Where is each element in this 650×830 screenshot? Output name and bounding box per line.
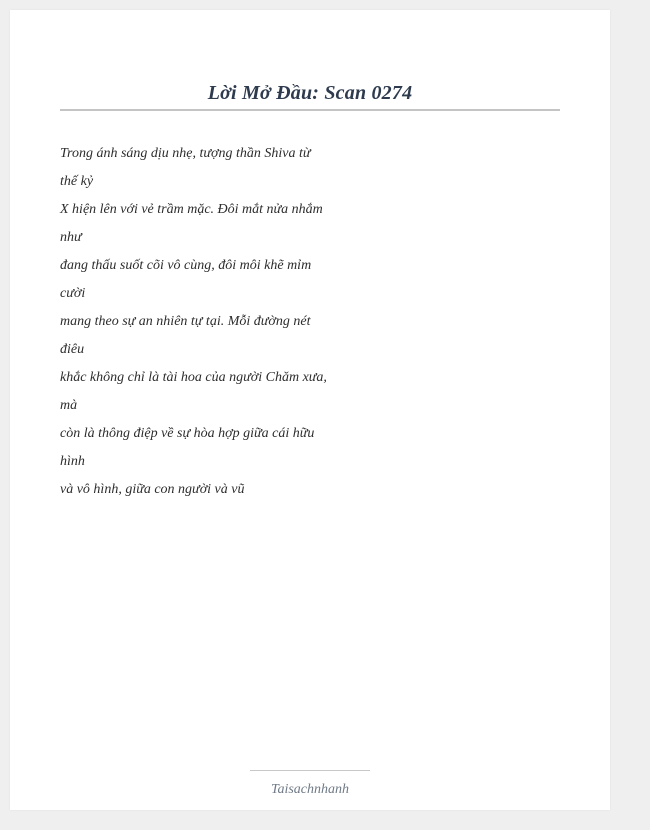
- footer-divider: [250, 770, 370, 771]
- page-title: Lời Mở Đầu: Scan 0274: [207, 82, 413, 104]
- body-line: điêu: [60, 342, 85, 357]
- body-line: mang theo sự an nhiên tự tại. Mỗi đường nét: [60, 314, 311, 329]
- body-line: và vô hình, giữa con người và vũ: [60, 482, 245, 497]
- body-line: đang thấu suốt cõi vô cùng, đôi môi khẽ mỉm: [60, 258, 312, 273]
- body-line: còn là thông điệp về sự hòa hợp giữa cái hữu: [60, 426, 315, 441]
- body-line: cười: [60, 286, 86, 301]
- body-line: khắc không chỉ là tài hoa của người Chăm xưa,: [60, 370, 327, 385]
- footer-text: Taisachnhanh: [270, 782, 350, 797]
- body-line: thế kỷ: [60, 174, 94, 189]
- body-text: [60, 140, 370, 504]
- document-page: [10, 10, 610, 810]
- body-line: X hiện lên với vẻ trầm mặc. Đôi mắt nửa nhắm: [60, 202, 323, 217]
- body-line: mà: [60, 398, 78, 413]
- body-line: như: [60, 230, 82, 245]
- title-divider: [60, 109, 560, 111]
- body-line: hình: [60, 454, 85, 469]
- body-line: Trong ánh sáng dịu nhẹ, tượng thần Shiva từ: [60, 146, 311, 161]
